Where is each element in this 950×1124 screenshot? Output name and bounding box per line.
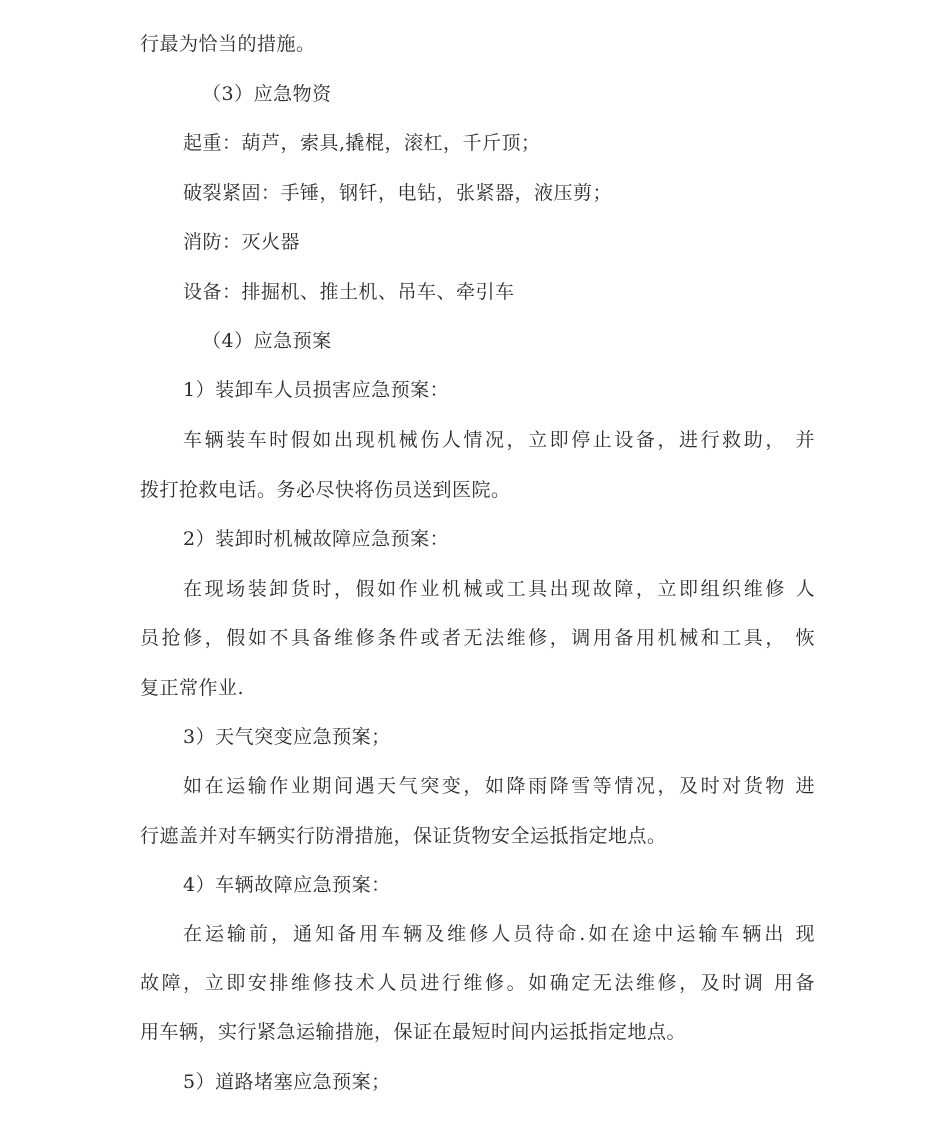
plan-2-line-3: 复正常作业. bbox=[140, 677, 245, 699]
supplies-breaking: 破裂紧固：手锤，钢钎，电钻，张紧器，液压剪； bbox=[183, 182, 613, 204]
supplies-fire: 消防：灭火器 bbox=[183, 231, 301, 253]
paragraph-line-closing: 行最为恰当的措施。 bbox=[140, 33, 316, 55]
supplies-equipment: 设备：排掘机、推土机、吊车、牵引车 bbox=[183, 281, 515, 303]
plan-4-line-1: 在运输前，通知备用车辆及维修人员待命.如在途中运输车辆出 现 bbox=[183, 923, 815, 945]
plan-heading-2: 2）装卸时机械故障应急预案： bbox=[183, 528, 450, 550]
section-heading-emergency-plan: （4）应急预案 bbox=[202, 330, 332, 352]
plan-heading-5: 5）道路堵塞应急预案； bbox=[183, 1071, 391, 1093]
plan-heading-1: 1）装卸车人员损害应急预案： bbox=[183, 379, 450, 401]
plan-2-line-2: 员抢修，假如不具备维修条件或者无法维修，调用备用机械和工具， 恢 bbox=[140, 627, 815, 649]
section-heading-emergency-supplies: （3）应急物资 bbox=[202, 83, 332, 105]
plan-4-line-3: 用车辆，实行紧急运输措施，保证在最短时间内运抵指定地点。 bbox=[140, 1021, 687, 1043]
plan-heading-4: 4）车辆故障应急预案： bbox=[183, 874, 391, 896]
plan-3-line-1: 如在运输作业期间遇天气突变，如降雨降雪等情况，及时对货物 进 bbox=[183, 775, 815, 797]
plan-heading-3: 3）天气突变应急预案； bbox=[183, 726, 391, 748]
plan-2-line-1: 在现场装卸货时，假如作业机械或工具出现故障，立即组织维修 人 bbox=[183, 578, 815, 600]
plan-1-line-2: 拨打抢救电话。务必尽快将伤员送到医院。 bbox=[140, 479, 511, 501]
plan-1-line-1: 车辆装车时假如出现机械伤人情况，立即停止设备，进行救助， 并 bbox=[183, 429, 815, 451]
plan-4-line-2: 故障，立即安排维修技术人员进行维修。如确定无法维修，及时调 用备 bbox=[140, 972, 815, 994]
supplies-lifting: 起重：葫芦，索具,撬棍，滚杠，千斤顶； bbox=[183, 132, 541, 154]
plan-3-line-2: 行遮盖并对车辆实行防滑措施，保证货物安全运抵指定地点。 bbox=[140, 825, 667, 847]
